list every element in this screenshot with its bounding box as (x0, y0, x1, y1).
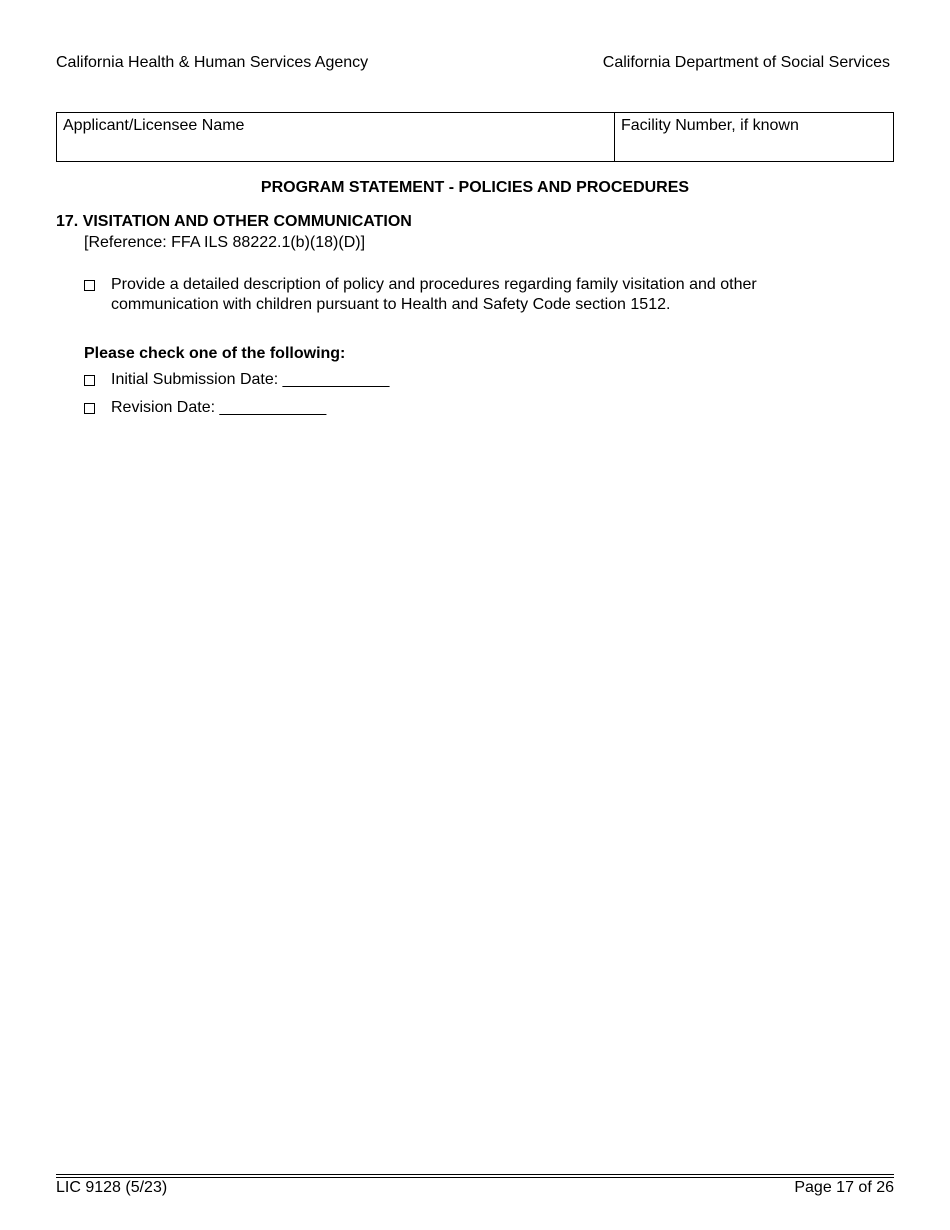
form-id: LIC 9128 (5/23) (56, 1179, 168, 1196)
department-name: California Department of Social Services (602, 54, 890, 71)
page-header (56, 53, 890, 73)
applicant-name-label: Applicant/Licensee Name (63, 117, 245, 134)
applicant-info-table (56, 112, 894, 162)
facility-number-label: Facility Number, if known (621, 117, 799, 134)
item-heading: 17. VISITATION AND OTHER COMMUNICATION (56, 213, 412, 230)
submission-type-heading: Please check one of the following: (84, 345, 346, 362)
initial-submission-option (84, 370, 389, 390)
description-checklist-item (84, 275, 824, 315)
initial-submission-checkbox[interactable] (84, 375, 95, 386)
revision-checkbox[interactable] (84, 403, 95, 414)
revision-label: Revision Date: ____________ (111, 399, 327, 416)
item-reference: [Reference: FFA ILS 88222.1(b)(18)(D)] (84, 234, 366, 251)
page-footer (56, 1179, 894, 1197)
page-number: Page 17 of 26 (794, 1179, 894, 1196)
footer-divider-bottom (56, 1177, 894, 1178)
section-title: PROGRAM STATEMENT - POLICIES AND PROCEDURES (260, 179, 690, 196)
applicant-name-field[interactable] (57, 113, 615, 161)
facility-number-field[interactable] (615, 113, 893, 161)
agency-name: California Health & Human Services Agency (56, 54, 369, 71)
revision-option (84, 398, 326, 418)
description-text: Provide a detailed description of policy and procedures regarding family visitation and other communication with children pursuant to Health and Safety Code section 1512. (111, 276, 757, 313)
initial-submission-label: Initial Submission Date: ____________ (111, 371, 390, 388)
description-checkbox[interactable] (84, 280, 95, 291)
footer-divider-top (56, 1174, 894, 1175)
